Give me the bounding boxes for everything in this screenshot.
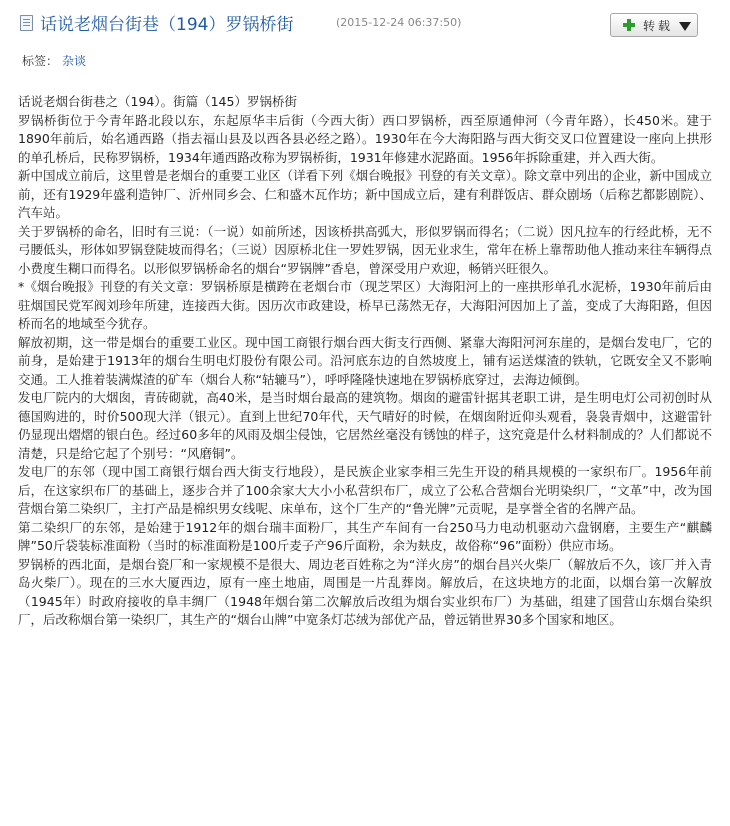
plus-icon [623,19,635,31]
paragraph: 解放初期，这一带是烟台的重要工业区。现中国工商银行烟台西大街支行西侧、紧靠大海阳河河东崖的，是烟台发电厂，它的前身，是始建于1913年的烟台生明电灯股份有限公司。沿河底东边的自然坡度上，铺有运送煤渣的铁轨，它既安全又不影响交通。工人推着装满煤渣的矿车（烟台人称“轱辘马”），呼呼隆隆快速地在罗锅桥底穿过，去海边倾倒。 [18,334,712,387]
article-content [18,93,712,630]
document-icon [20,15,33,31]
paragraph: 新中国成立前后，这里曾是老烟台的重要工业区（详看下列《烟台晚报》刊登的有关文章）。除文章中列出的企业，新中国成立前，还有1929年盛利造钟厂、沂州同乡会、仁和盛木瓦作坊；新中国成立后，建有利群饭店、群众剧场（后称艺都影剧院）、汽车站。 [18,168,712,220]
tags-row [18,44,712,74]
publish-time: (2015-12-24 06:37:50) [336,16,462,29]
paragraph: 话说老烟台街巷之（194）。街篇（145）罗锅桥街 [18,94,297,109]
article-title: 话说老烟台街巷（194）罗锅桥街 [40,15,294,35]
paragraph: 发电厂的东邻（现中国工商银行烟台西大街支行地段），是民族企业家李相三先生开设的稍具规模的一家织布厂。1956年前后，在这家织布厂的基础上，逐步合并了100余家大大小小私营织布厂，成立了公私合营烟台光明染织厂，“文革”中，改为国营烟台第二染织厂，主打产品是棉织男女线呢、床单布，这个厂生产的“鲁光牌”元贡呢，是享誉全省的名牌产品。 [18,464,712,516]
paragraph: *《烟台晚报》刊登的有关文章：罗锅桥原是横跨在老烟台市（现芝罘区）大海阳河上的一座拱形单孔水泥桥，1930年前后由驻烟国民党军阀刘珍年所建，连接西大街。因历次市政建设，桥早已荡然无存，大海阳河因加上了盖，变成了大海阳路，但因桥而名的地域至今犹存。 [18,279,712,331]
paragraph: 发电厂院内的大烟囱，青砖砌就，高40米，是当时烟台最高的建筑物。烟囱的避雷针据其老职工讲，是生明电灯公司初创时从德国购进的，时价500现大洋（银元）。直到上世纪70年代，天气晴好的时候，在烟囱附近仰头观看，袅袅青烟中，这避雷针仍显现出熠熠的银白色。经过60多年的风雨及烟尘侵蚀，它居然丝毫没有锈蚀的样子，这究竟是什么材料制成的？人们都说不清楚，只是给它起了个别号：“风磨铜”。 [18,390,712,461]
paragraph: 第二染织厂的东邻，是始建于1912年的烟台瑞丰面粉厂，其生产车间有一台250马力电动机驱动六盘钢磨，主要生产“麒麟牌”50斤袋装标准面粉（当时的标准面粉是100斤麦子产96斤面粉，余为麸皮，故俗称“96”面粉）供应市场。 [18,519,712,553]
paragraph: 关于罗锅桥的命名，旧时有三说：（一说）如前所述，因该桥拱高弧大，形似罗锅而得名；（二说）因凡拉车的行经此桥，无不弓腰低头，形体如罗锅登陡坡而得名；（三说）因原桥北住一罗姓罗锅，因无业求生，常年在桥上靠帮助他人推动来往车辆得点小费度生糊口而得名。以形似罗锅桥命名的烟台“罗锅牌”香皂，曾深受用户欢迎，畅销兴旺很久。 [18,223,712,276]
paragraph: 罗锅桥街位于今青年路北段以东，东起原华丰后街（今西大街）西口罗锅桥，西至原通伸河（今青年路），长450米。建于1890年前后，始名通西路（指去福山县及以西各县必经之路）。1930年在今大海阳路与西大街交叉口位置建设一座向上拱形的单孔桥后，民称罗锅桥，1934年通西路改称为罗锅桥街，1931年修建水泥路面。1956年拆除重建，并入西大街。 [18,112,712,165]
paragraph: 罗锅桥的西北面，是烟台瓷厂和一家规模不是很大、周边老百姓称之为“洋火房”的烟台昌兴火柴厂（解放后不久，该厂并入青岛火柴厂）。现在的三水大厦西边，原有一座土地庙，周围是一片乱葬岗。解放后，在这块地方的北面，以烟台第一次解放（1945年）时政府接收的阜丰绸厂（1948年烟台第二次解放后改组为烟台实业织布厂）为基础，组建了国营山东烟台染织厂，后改称烟台第一染织厂，其生产的“烟台山牌”中宽条灯芯绒为部优产品，曾远销世界30多个国家和地区。 [18,556,712,627]
repost-label: 转载 [643,19,674,33]
tag-link[interactable]: 杂谈 [62,54,87,68]
caret-down-icon [679,22,691,31]
title-bar [18,0,712,44]
tags-label: 标签： [22,54,59,68]
repost-button[interactable] [610,13,698,37]
